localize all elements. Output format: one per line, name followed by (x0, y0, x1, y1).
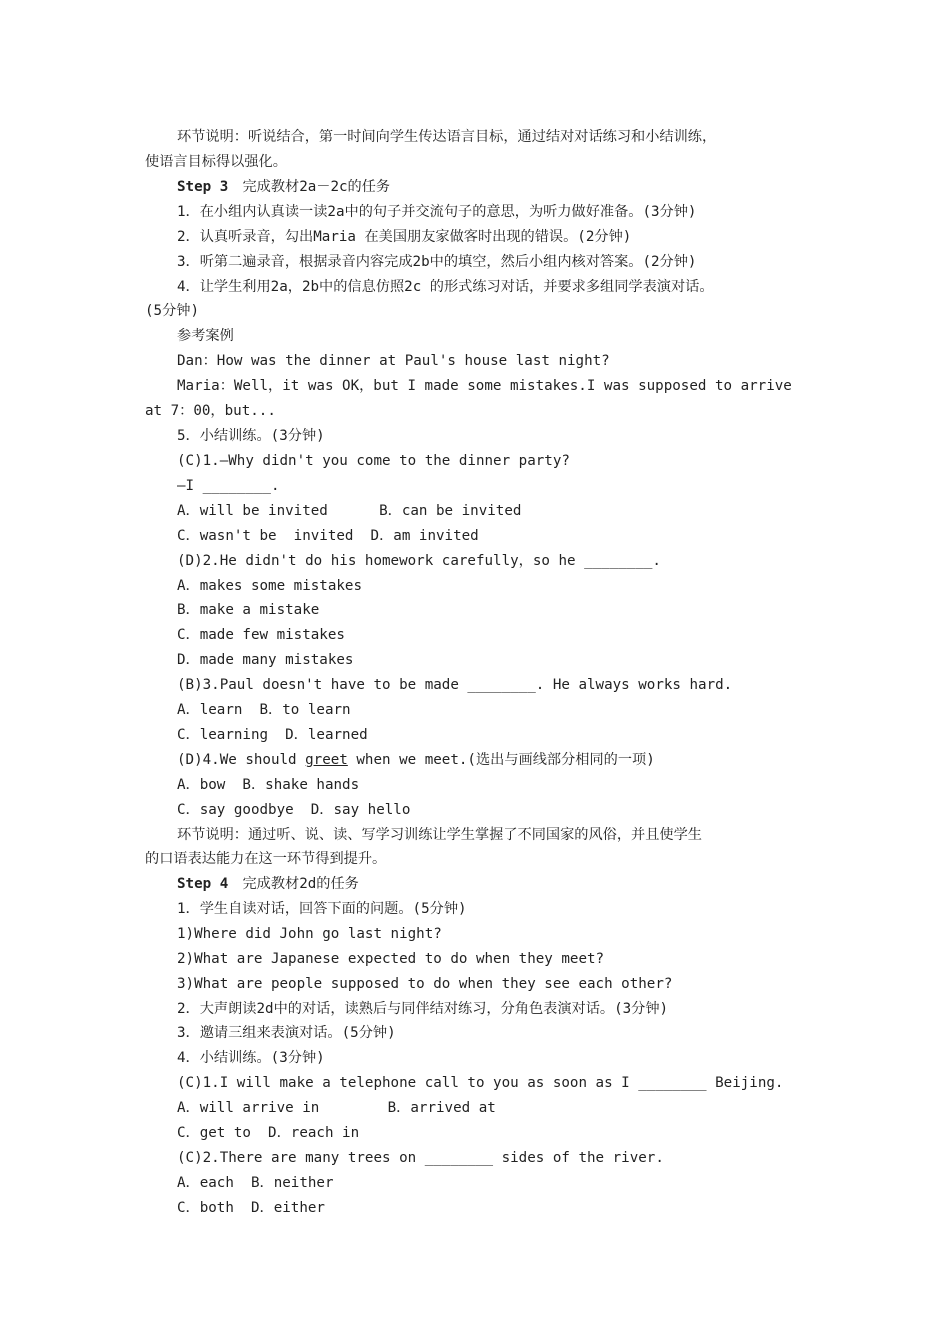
step3-title: 完成教材2a－2c的任务 (242, 179, 391, 195)
option-line: D．made many mistakes (177, 652, 354, 668)
step4-heading (0, 874, 950, 894)
option-line: C．say goodbye D．say hello (177, 802, 411, 818)
dialogue-line: at 7：00，but... (145, 403, 276, 419)
step3-heading (0, 177, 950, 197)
dialogue-line: Maria：Well，it was OK，but I made some mistakes.I was supposed to arrive (177, 378, 792, 394)
section-note-cont: 的口语表达能力在这一环节得到提升。 (145, 851, 387, 867)
task-3: 3．邀请三组来表演对话。(5分钟) (177, 1025, 396, 1041)
task-2: 2．大声朗读2d中的对话，读熟后与同伴结对练习，分角色表演对话。(3分钟) (177, 1001, 669, 1017)
underlined-word: greet (305, 752, 348, 768)
section-note: 环节说明：听说结合，第一时间向学生传达语言目标，通过结对对话练习和小结训练， (177, 129, 717, 145)
question-item: 1)Where did John go last night? (177, 926, 442, 942)
option-line: C．get to D．reach in (177, 1125, 360, 1141)
task-1: 1．在小组内认真读一读2a中的句子并交流句子的意思，为听力做好准备。(3分钟) (177, 204, 697, 220)
option-line: A．bow B．shake hands (177, 777, 360, 793)
section-note: 环节说明：通过听、说、读、写学习训练让学生掌握了不同国家的风俗，并且使学生 (177, 827, 702, 843)
option-line: A．makes some mistakes (177, 578, 363, 594)
question-line: —I ________. (177, 478, 280, 494)
question (0, 750, 950, 770)
question-part: (D)4.We should (177, 752, 306, 768)
reference-heading: 参考案例 (177, 328, 234, 344)
task-1: 1．学生自读对话，回答下面的问题。(5分钟) (177, 901, 467, 917)
question-item: 2)What are Japanese expected to do when they meet? (177, 951, 605, 967)
question: (D)2.He didn't do his homework carefully，so he ________. (177, 553, 661, 569)
option-line: C．wasn't be invited D．am invited (177, 528, 479, 544)
task-4: 4．小结训练。(3分钟) (177, 1050, 325, 1066)
step4-label: Step 4 (177, 876, 229, 892)
option-line: A．learn B．to learn (177, 702, 351, 718)
question: (C)2.There are many trees on ________ sides of the river. (177, 1150, 664, 1166)
option-line: A．each B．neither (177, 1175, 334, 1191)
option-line: C．made few mistakes (177, 627, 345, 643)
step4-title: 完成教材2d的任务 (242, 876, 359, 892)
question-part: when we meet.(选出与画线部分相同的一项) (347, 752, 655, 768)
question: (B)3.Paul doesn't have to be made ________. He always works hard. (177, 677, 733, 693)
practice-heading: 5．小结训练。(3分钟) (177, 428, 325, 444)
option-line: A．will be invited B．can be invited (177, 503, 522, 519)
question: (C)1.—Why didn't you come to the dinner party? (177, 453, 570, 469)
option-line: C．both D．either (177, 1200, 325, 1216)
option-line: C．learning D．learned (177, 727, 368, 743)
option-line: B．make a mistake (177, 602, 320, 618)
task-3: 3．听第二遍录音，根据录音内容完成2b中的填空，然后小组内核对答案。(2分钟) (177, 254, 697, 270)
question: (C)1.I will make a telephone call to you as soon as I ________ Beijing. (177, 1075, 784, 1091)
task-4-cont: (5分钟) (145, 303, 199, 319)
dialogue-line: Dan：How was the dinner at Paul's house last night? (177, 353, 610, 369)
question-item: 3)What are people supposed to do when they see each other? (177, 976, 673, 992)
task-2: 2．认真听录音，勾出Maria 在美国朋友家做客时出现的错误。(2分钟) (177, 229, 632, 245)
step3-label: Step 3 (177, 179, 229, 195)
section-note-cont: 使语言目标得以强化。 (145, 154, 287, 170)
task-4: 4．让学生利用2a，2b中的信息仿照2c 的形式练习对话，并要求多组同学表演对话。 (177, 279, 714, 295)
option-line: A．will arrive in B．arrived at (177, 1100, 496, 1116)
